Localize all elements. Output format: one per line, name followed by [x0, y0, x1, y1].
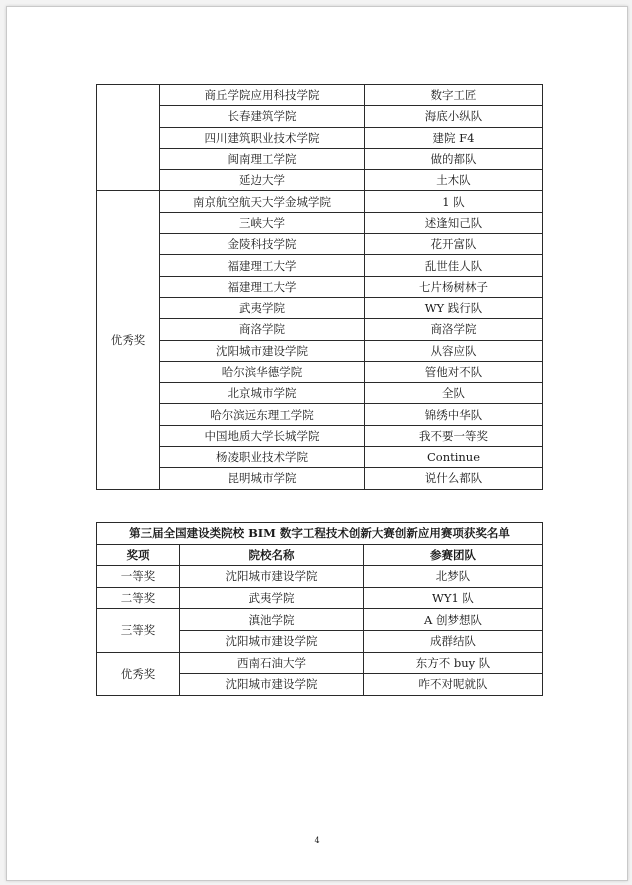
- team-cell: Continue: [365, 447, 543, 468]
- team-cell: WY 践行队: [365, 297, 543, 318]
- table-row: [97, 468, 543, 489]
- team-cell: 数字工匠: [365, 85, 543, 106]
- table-row: [97, 383, 543, 404]
- school-cell: 北京城市学院: [160, 383, 365, 404]
- award-cell-first: 一等奖: [97, 566, 180, 588]
- school-cell: 滇池学院: [180, 609, 364, 631]
- school-cell: 三峡大学: [160, 212, 365, 233]
- team-cell: 咋不对呢就队: [364, 674, 543, 696]
- school-cell: 延边大学: [160, 170, 365, 191]
- award-cell-excellence: 优秀奖: [97, 652, 180, 695]
- table-row: [97, 106, 543, 127]
- team-cell: 锦绣中华队: [365, 404, 543, 425]
- school-cell: 金陵科技学院: [160, 234, 365, 255]
- school-cell: 哈尔滨远东理工学院: [160, 404, 365, 425]
- team-cell: 述逢知己队: [365, 212, 543, 233]
- school-cell: 沈阳城市建设学院: [180, 674, 364, 696]
- school-cell: 武夷学院: [160, 297, 365, 318]
- table-row: [97, 170, 543, 191]
- school-cell: 杨凌职业技术学院: [160, 447, 365, 468]
- team-cell: 七片杨树林子: [365, 276, 543, 297]
- school-cell: 商洛学院: [160, 319, 365, 340]
- school-cell: 南京航空航天大学金城学院: [160, 191, 365, 212]
- team-cell: 1 队: [365, 191, 543, 212]
- school-cell: 沈阳城市建设学院: [180, 566, 364, 588]
- team-cell: 土木队: [365, 170, 543, 191]
- team-cell: 建院 F4: [365, 127, 543, 148]
- team-cell: 成群结队: [364, 630, 543, 652]
- table-title: 第三届全国建设类院校 BIM 数字工程技术创新大赛创新应用赛项获奖名单: [97, 523, 543, 545]
- school-cell: 沈阳城市建设学院: [160, 340, 365, 361]
- table-row: [97, 148, 543, 169]
- team-cell: 从容应队: [365, 340, 543, 361]
- school-cell: 闽南理工学院: [160, 148, 365, 169]
- table-row: [97, 127, 543, 148]
- table-row: [97, 297, 543, 318]
- team-cell: 乱世佳人队: [365, 255, 543, 276]
- team-cell: A 创梦想队: [364, 609, 543, 631]
- team-cell: 花开富队: [365, 234, 543, 255]
- document-page: [6, 6, 628, 881]
- team-cell: 海底小纵队: [365, 106, 543, 127]
- table-row: [97, 609, 543, 631]
- table-row: [97, 425, 543, 446]
- team-cell: WY1 队: [364, 587, 543, 609]
- school-cell: 武夷学院: [180, 587, 364, 609]
- table-row: [97, 447, 543, 468]
- award-cell-excellence: 优秀奖: [97, 191, 160, 489]
- school-cell: 沈阳城市建设学院: [180, 630, 364, 652]
- school-cell: 哈尔滨华德学院: [160, 361, 365, 382]
- team-cell: 北梦队: [364, 566, 543, 588]
- school-cell: 福建理工大学: [160, 255, 365, 276]
- table-row: [97, 361, 543, 382]
- table-row: [97, 234, 543, 255]
- school-cell: 昆明城市学院: [160, 468, 365, 489]
- page-number: 4: [314, 836, 320, 845]
- award-cell-second: 二等奖: [97, 587, 180, 609]
- table-row: [97, 566, 543, 588]
- table-row: [97, 340, 543, 361]
- team-cell: 全队: [365, 383, 543, 404]
- school-cell: 西南石油大学: [180, 652, 364, 674]
- school-cell: 长春建筑学院: [160, 106, 365, 127]
- awards-table-continued: [96, 84, 543, 490]
- team-cell: 我不要一等奖: [365, 425, 543, 446]
- table-row: [97, 319, 543, 340]
- team-cell: 管他对不队: [365, 361, 543, 382]
- table-row: [97, 85, 543, 106]
- table-row: [97, 191, 543, 212]
- table-row: [97, 276, 543, 297]
- table-header-row: [97, 544, 543, 566]
- table-title-row: [97, 523, 543, 545]
- school-cell: 福建理工大学: [160, 276, 365, 297]
- award-cell-third: 三等奖: [97, 609, 180, 652]
- table-row: [97, 212, 543, 233]
- team-cell: 做的都队: [365, 148, 543, 169]
- school-cell: 商丘学院应用科技学院: [160, 85, 365, 106]
- table-row: [97, 587, 543, 609]
- team-cell: 说什么都队: [365, 468, 543, 489]
- table-row: [97, 404, 543, 425]
- header-team: 参赛团队: [364, 544, 543, 566]
- table-row: [97, 255, 543, 276]
- team-cell: 商洛学院: [365, 319, 543, 340]
- innovation-awards-table: [96, 522, 543, 696]
- header-award: 奖项: [97, 544, 180, 566]
- header-school: 院校名称: [180, 544, 364, 566]
- table-row: [97, 652, 543, 674]
- school-cell: 四川建筑职业技术学院: [160, 127, 365, 148]
- team-cell: 东方不 buy 队: [364, 652, 543, 674]
- award-cell-empty: [97, 85, 160, 191]
- school-cell: 中国地质大学长城学院: [160, 425, 365, 446]
